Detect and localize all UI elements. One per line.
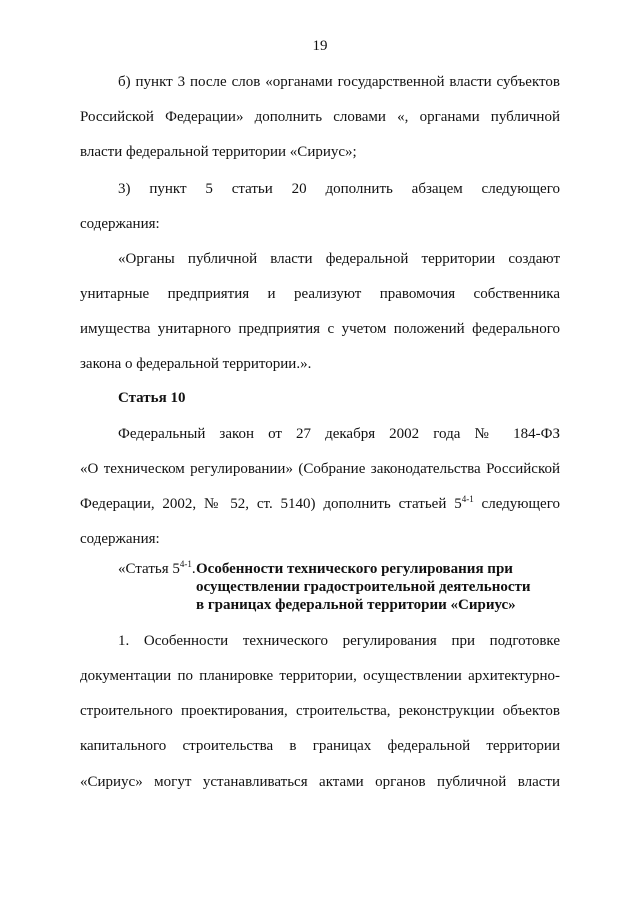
page-number: 19 bbox=[312, 38, 328, 54]
text-line: власти федеральной территории «Сириус»; bbox=[80, 144, 357, 160]
text-line: унитарные предприятия и реализуют правомочия собственника bbox=[80, 286, 560, 302]
text-line: содержания: bbox=[80, 216, 160, 232]
text-line: строительного проектирования, строительства, реконструкции объектов bbox=[80, 703, 560, 719]
text-line: 1. Особенности технического регулирования при подготовке bbox=[118, 633, 560, 649]
text-fragment: следующего bbox=[473, 496, 560, 512]
label-end: . bbox=[191, 561, 196, 577]
text-line: «Органы публичной власти федеральной территории создают bbox=[118, 251, 560, 267]
text-line: закона о федеральной территории.». bbox=[80, 356, 312, 372]
text-line: капитального строительства в границах федеральной территории bbox=[80, 738, 560, 754]
text-line: б) пункт 3 после слов «органами государственной власти субъектов bbox=[118, 74, 560, 90]
text-line: Федеральный закон от 27 декабря 2002 года № 184-ФЗ bbox=[118, 426, 560, 442]
text-line: документации по планировке территории, осуществлении архитектурно- bbox=[80, 668, 560, 684]
text-line: 3) пункт 5 статьи 20 дополнить абзацем следующего bbox=[118, 181, 560, 197]
title-line: осуществлении градостроительной деятельности bbox=[196, 579, 531, 595]
text-fragment: Федерации, 2002, № 52, ст. 5140) дополнить статьей 5 bbox=[80, 496, 462, 512]
article-title: Статья 10 bbox=[118, 390, 186, 406]
text-line bbox=[80, 494, 560, 514]
label-superscript: 4-1 bbox=[179, 559, 192, 569]
title-line: в границах федеральной территории «Сириус» bbox=[196, 597, 516, 613]
text-line: имущества унитарного предприятия с учетом положений федерального bbox=[80, 321, 560, 337]
text-line: содержания: bbox=[80, 531, 160, 547]
title-line: Особенности технического регулирования при bbox=[196, 561, 513, 577]
label-text: «Статья 5 bbox=[118, 561, 180, 577]
article-heading-title bbox=[196, 560, 536, 614]
text-line: «Сириус» могут устанавливаться актами органов публичной власти bbox=[80, 774, 560, 790]
text-line: Российской Федерации» дополнить словами «, органами публичной bbox=[80, 109, 560, 125]
superscript: 4-1 bbox=[461, 494, 474, 504]
text-line: «О техническом регулировании» (Собрание законодательства Российской bbox=[80, 461, 560, 477]
article-heading-label bbox=[118, 560, 196, 578]
